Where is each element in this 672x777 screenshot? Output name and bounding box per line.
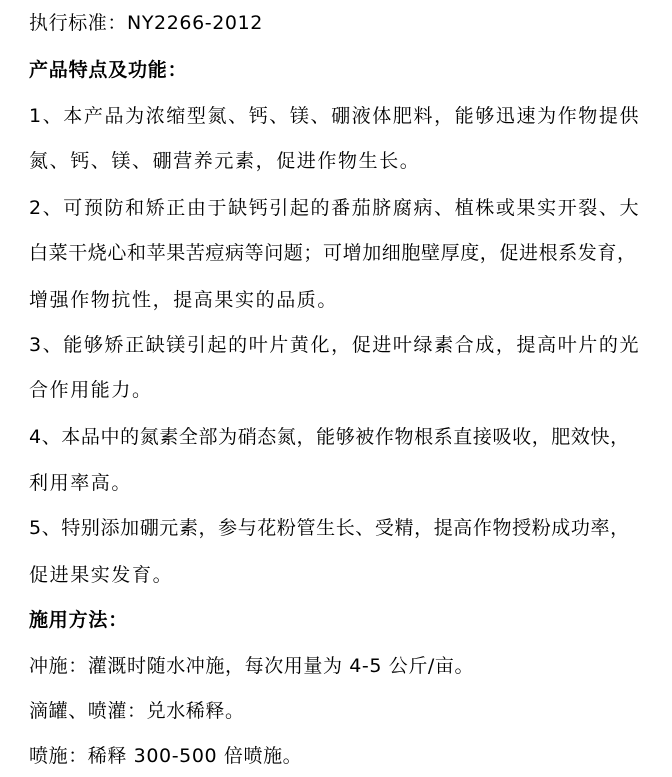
feature-line-4: 白菜干烧心和苹果苦痘病等问题；可增加细胞壁厚度，促进根系发育，	[29, 242, 637, 264]
feature-line-2: 氮、钙、镁、硼营养元素，促进作物生长。	[29, 150, 421, 172]
feature-line-11: 促进果实发育。	[29, 564, 174, 586]
feature-line-1: 1、本产品为浓缩型氮、钙、镁、硼液体肥料，能够迅速为作物提供	[29, 105, 641, 127]
features-heading: 产品特点及功能：	[29, 59, 188, 81]
usage-line-3: 喷施：稀释 300-500 倍喷施。	[29, 745, 303, 767]
feature-line-6: 3、能够矫正缺镁引起的叶片黄化，促进叶绿素合成，提高叶片的光	[29, 334, 641, 356]
usage-heading: 施用方法：	[29, 609, 129, 631]
usage-line-1: 冲施：灌溉时随水冲施，每次用量为 4-5 公斤/亩。	[29, 655, 475, 677]
usage-line-2: 滴罐、喷灌：兑水稀释。	[29, 700, 245, 722]
feature-line-3: 2、可预防和矫正由于缺钙引起的番茄脐腐病、植株或果实开裂、大	[29, 197, 641, 219]
feature-line-9: 利用率高。	[29, 472, 133, 494]
standard-line: 执行标准：NY2266-2012	[29, 12, 263, 34]
feature-line-10: 5、特别添加硼元素，参与花粉管生长、受精，提高作物授粉成功率，	[29, 517, 630, 539]
feature-line-7: 合作用能力。	[29, 379, 153, 401]
feature-line-8: 4、本品中的氮素全部为硝态氮，能够被作物根系直接吸收，肥效快，	[29, 426, 630, 448]
feature-line-5: 增强作物抗性，提高果实的品质。	[29, 289, 339, 311]
